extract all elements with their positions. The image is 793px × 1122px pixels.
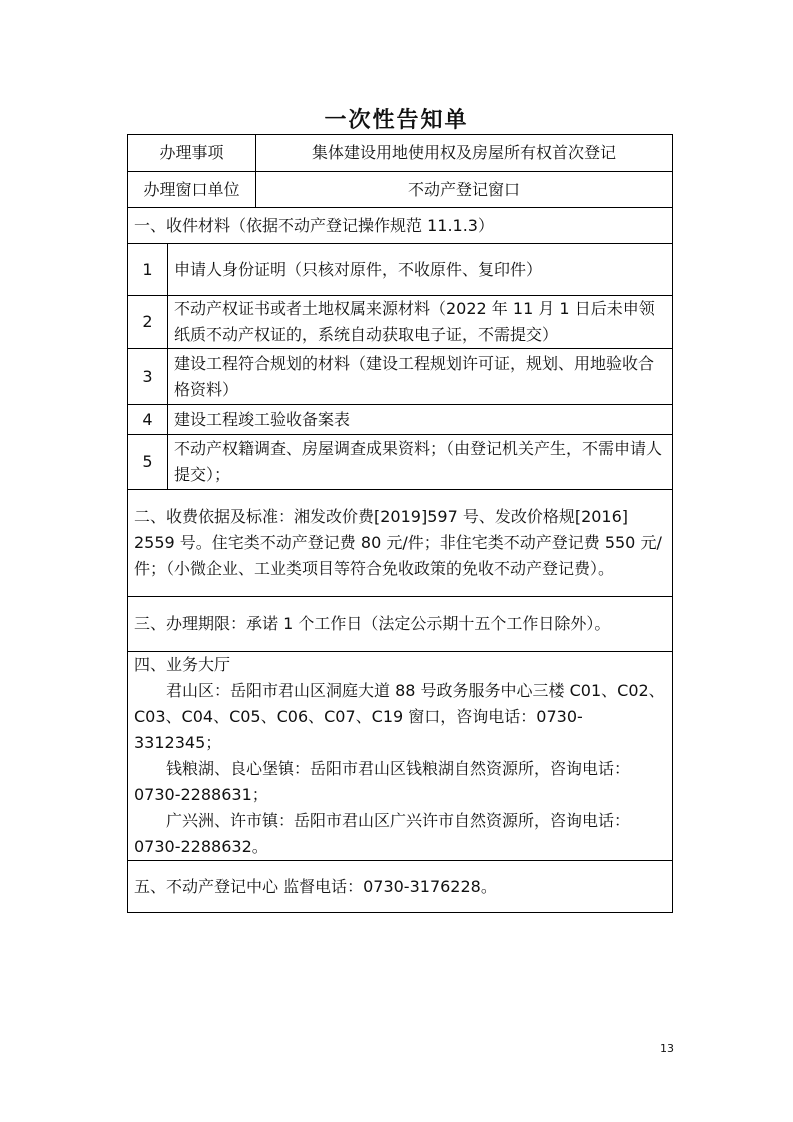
material-text: 申请人身份证明（只核对原件，不收原件、复印件）: [168, 244, 673, 296]
hall-row: [128, 652, 673, 861]
material-number: 1: [128, 244, 168, 296]
supervision-row: [128, 861, 673, 913]
fees-row: [128, 490, 673, 597]
materials-heading: 一、收件材料（依据不动产登记操作规范 11.1.3）: [128, 208, 673, 244]
period-text: 三、办理期限：承诺 1 个工作日（法定公示期十五个工作日除外）。: [128, 597, 673, 652]
matter-value: 集体建设用地使用权及房屋所有权首次登记: [256, 135, 673, 172]
document-title: 一次性告知单: [324, 108, 469, 133]
material-text: 不动产权籍调查、房屋调查成果资料；（由登记机关产生，不需申请人提交）；: [168, 435, 673, 490]
notice-table: [127, 134, 673, 913]
material-row: [128, 296, 673, 349]
material-number: 3: [128, 349, 168, 405]
hall-line-guangxingzhou: 广兴洲、许市镇：岳阳市君山区广兴许市自然资源所，咨询电话：0730-2288632。: [134, 811, 631, 856]
material-text: 不动产权证书或者土地权属来源材料（2022 年 11 月 1 日后未申领纸质不动产权证的，系统自动获取电子证，不需提交）: [168, 296, 673, 349]
hall-line-junshan: 君山区：岳阳市君山区洞庭大道 88 号政务服务中心三楼 C01、C02、C03、C04、C05、C06、C07、C19 窗口，咨询电话：0730-3312345；: [134, 681, 665, 752]
material-number: 4: [128, 405, 168, 435]
materials-heading-row: [128, 208, 673, 244]
material-number: 5: [128, 435, 168, 490]
hall-heading: 四、业务大厅: [134, 655, 231, 674]
material-text: 建设工程符合规划的材料（建设工程规划许可证，规划、用地验收合格资料）: [168, 349, 673, 405]
material-row: [128, 244, 673, 296]
fees-text: 二、收费依据及标准：湘发改价费[2019]597 号、发改价格规[2016] 2559 号。住宅类不动产登记费 80 元/件；非住宅类不动产登记费 550 元/件；（小微企业、工业类项目等符合免收政策的免收不动产登记费）。: [128, 490, 673, 597]
unit-label: 办理窗口单位: [128, 172, 256, 208]
unit-row: [128, 172, 673, 208]
page-number: 13: [660, 1042, 674, 1055]
hall-line-qianlianghu: 钱粮湖、良心堡镇：岳阳市君山区钱粮湖自然资源所，咨询电话：0730-2288631；: [134, 759, 631, 804]
material-row: [128, 435, 673, 490]
material-row: [128, 349, 673, 405]
period-row: [128, 597, 673, 652]
hall-cell: [128, 652, 673, 861]
supervision-text: 五、不动产登记中心 监督电话：0730-3176228。: [128, 861, 673, 913]
matter-label: 办理事项: [128, 135, 256, 172]
matter-row: [128, 135, 673, 172]
material-number: 2: [128, 296, 168, 349]
material-row: [128, 405, 673, 435]
material-text: 建设工程竣工验收备案表: [168, 405, 673, 435]
unit-value: 不动产登记窗口: [256, 172, 673, 208]
